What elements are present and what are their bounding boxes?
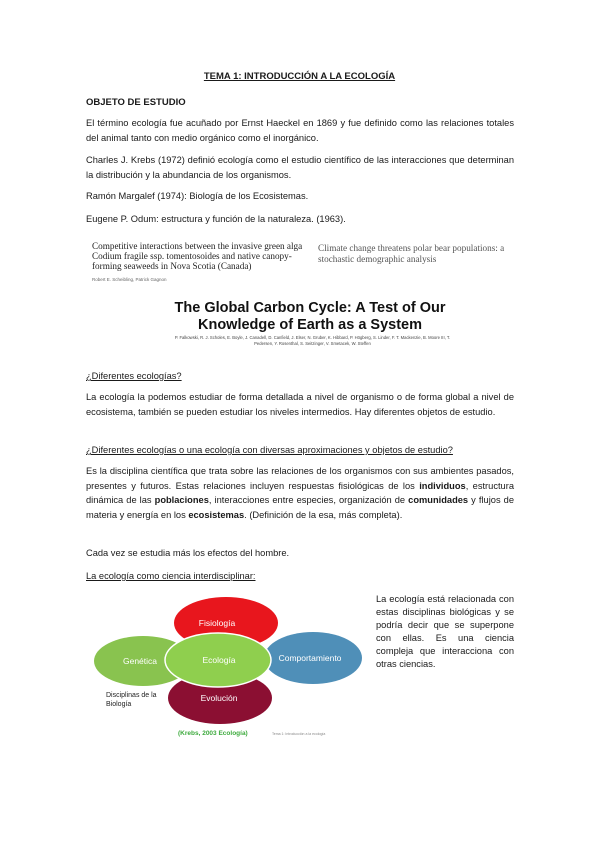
label-evolucion: Evolución [200, 693, 238, 703]
article-title-carbon-cycle [150, 300, 470, 334]
paragraph-diferentes: La ecología la podemos estudiar de forma detallada a nivel de organismo o de forma global a nivel de ecosistema, también se pueden estudiar los niveles intermedios. Hay diferentes objetos de estudio. [86, 392, 514, 417]
label-fisiologia: Fisiología [198, 618, 236, 628]
diagram-source: (Krebs, 2003 Ecología) [178, 730, 248, 737]
section-heading-interdisciplinar: La ecología como ciencia interdisciplinar: [86, 571, 256, 581]
article-snippet-polar-bear: Climate change threatens polar bear populations: a stochastic demographic analysis [318, 243, 505, 264]
label-genetica: Genética [122, 656, 158, 666]
article-title-codium: Competitive interactions between the invasive green alga Codium fragile ssp. tomentosoides and native canopy-forming seaweeds in Nova Scotia (Canada) [92, 241, 303, 271]
definition-text: . (Definición de la esa, más completa). [244, 509, 403, 520]
article-title-line-1: The Global Carbon Cycle: A Test of Our [174, 300, 446, 316]
term-ecosistemas: ecosistemas [188, 509, 245, 520]
section-heading-aproximaciones: ¿Diferentes ecologías o una ecología con diversas aproximaciones y objetos de estudio? [86, 445, 453, 455]
section-heading-objeto: OBJETO DE ESTUDIO [86, 97, 186, 108]
paragraph-haeckel: El término ecología fue acuñado por Ernst Haeckel en 1869 y fue definido como las relaciones totales del animal tanto con medio orgánico como el inorgánico. [86, 118, 514, 143]
section-heading-diferentes: ¿Diferentes ecologías? [86, 371, 182, 381]
definition-text: Es la disciplina científica que trata sobre las relaciones de los organismos con sus ambientes pasados, presentes y futuros. Estas relaciones incluyen respuestas fisiológicas de los [86, 466, 514, 491]
paragraph-odum: Eugene P. Odum: estructura y función de la naturaleza. (1963). [86, 214, 346, 224]
paragraph-definicion [86, 464, 514, 522]
diagram-caption: Disciplinas de la Biología [106, 692, 157, 708]
paragraph-krebs: Charles J. Krebs (1972) definió ecología como el estudio científico de las interacciones que determinan la distribución y la abundancia de los organismos. [86, 155, 514, 180]
paragraph-hombre: Cada vez se estudia más los efectos del hombre. [86, 548, 290, 558]
term-comunidades: comunidades [408, 495, 469, 505]
article-authors-carbon-cycle: P. Falkowski, R. J. Scholes, E. Boyle, J. Canadell, D. Canfield, J. Elser, N. Gruber, K. Hibbard, P. Högberg, S. Linder, F. T. Mackenzie, B. Moore III, T. Pedersen, Y. Rosenthal, S. Seitzinger, V. Smetacek, W. Steffen [174, 335, 451, 346]
disciplines-diagram [92, 590, 364, 740]
term-individuos: individuos [419, 480, 466, 491]
label-comportamiento: Comportamiento [278, 653, 342, 663]
label-ecologia: Ecología [202, 655, 236, 665]
term-poblaciones: poblaciones [154, 495, 209, 505]
page-title: TEMA 1: INTRODUCCIÓN A LA ECOLOGÍA [203, 71, 396, 82]
definition-text: , interacciones entre especies, organización de [208, 495, 409, 505]
paragraph-margalef: Ramón Margalef (1974): Biología de los Ecosistemas. [86, 191, 309, 201]
definition-text: y flujos de materia y energía en los [86, 495, 514, 520]
diagram-small-note: Tema 1: Introducción a la ecología [272, 732, 326, 736]
paragraph-interdisciplinar: La ecología está relacionada con estas disciplinas biológicas y se podría decir que se superpone con ellas. Es una ciencia compleja que interacciona con otras ciencias. [376, 594, 514, 669]
article-authors-codium: Robert E. Scheibling, Patrick Gagnon [92, 277, 167, 282]
article-snippet-codium [92, 241, 307, 285]
definition-text: , estructura dinámica de las [86, 480, 514, 505]
article-title-line-2: Knowledge of Earth as a System [197, 317, 422, 333]
